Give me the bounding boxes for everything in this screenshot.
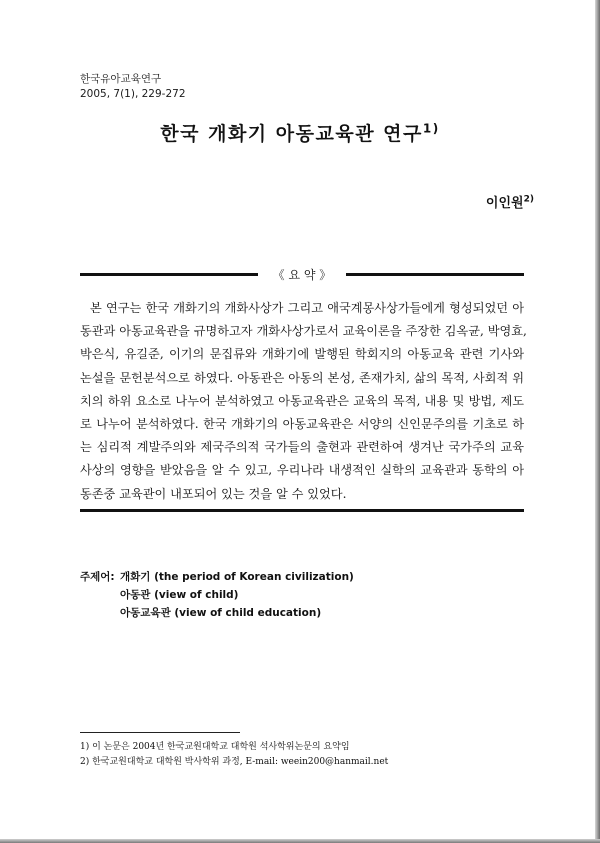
abstract-line: 로 나누어 분석하였다. 한국 개화기의 아동교육관은 서양의 신인문주의를 기초로 하 bbox=[80, 417, 524, 432]
abstract-line: 박은식, 유길준, 이기의 문집류와 개화기에 발행된 학회지의 아동교육 관련 기사와 bbox=[80, 347, 524, 362]
keywords-label: 주제어: bbox=[80, 571, 115, 583]
abstract-line: 사상의 영향을 받았음을 알 수 있고, 우리나라 내생적인 실학의 교육관과 동학의 아 bbox=[80, 463, 524, 478]
title-footnote-mark: 1) bbox=[422, 121, 440, 136]
abstract-line: 본 연구는 한국 개화기의 개화사상가 그리고 애국계몽사상가들에게 형성되었던 아 bbox=[90, 301, 524, 315]
paper-title bbox=[0, 119, 600, 146]
footnotes bbox=[80, 740, 388, 769]
abstract-line: 치의 하위 요소로 나누어 분석하였고 아동교육관은 교육의 목적, 내용 및 방법, 제도 bbox=[80, 393, 524, 408]
footnote-rule bbox=[80, 732, 240, 733]
scan-edge-bottom bbox=[0, 839, 600, 843]
abstract-line: 논설을 문헌분석으로 하였다. 아동관은 아동의 본성, 존재가치, 삶의 목적, 사회적 위 bbox=[80, 370, 524, 385]
abstract-line: 동관과 아동교육관을 규명하고자 개화사상가로서 교육이론을 주장한 김옥균, 박영효, bbox=[80, 324, 527, 339]
keywords bbox=[80, 568, 354, 622]
abstract-bottom-rule bbox=[80, 509, 524, 512]
abstract-line: 동존중 교육관이 내포되어 있는 것을 알 수 있었다. bbox=[80, 486, 347, 501]
author-footnote-mark: 2) bbox=[523, 194, 534, 205]
footnote-1: 1) 이 논문은 2004년 한국교원대학교 대학원 석사학위논문의 요약임 bbox=[80, 742, 350, 752]
journal-name: 한국유아교육연구 bbox=[80, 73, 162, 85]
author-name: 이인원 bbox=[485, 196, 524, 211]
journal-header bbox=[80, 72, 186, 102]
keyword-item: 개화기 (the period of Korean civilization) bbox=[120, 571, 354, 583]
journal-citation: 2005, 7(1), 229-272 bbox=[80, 88, 186, 100]
paper-title-text: 한국 개화기 아동교육관 연구 bbox=[160, 123, 423, 145]
author bbox=[486, 192, 534, 211]
keyword-item: 아동교육관 (view of child education) bbox=[120, 607, 322, 619]
keyword-item: 아동관 (view of child) bbox=[120, 589, 239, 601]
abstract-line: 는 심리적 계발주의와 제국주의적 국가들의 출현과 관련하여 생겨난 국가주의 교육 bbox=[80, 440, 524, 455]
abstract-heading bbox=[80, 266, 524, 282]
footnote-2: 2) 한국교원대학교 대학원 박사학위 과정, E-mail: weein200@hanmail.net bbox=[80, 756, 389, 767]
abstract-rule-right bbox=[346, 273, 524, 276]
abstract-body bbox=[80, 297, 527, 506]
abstract-label: 《 요 약 》 bbox=[272, 268, 332, 282]
